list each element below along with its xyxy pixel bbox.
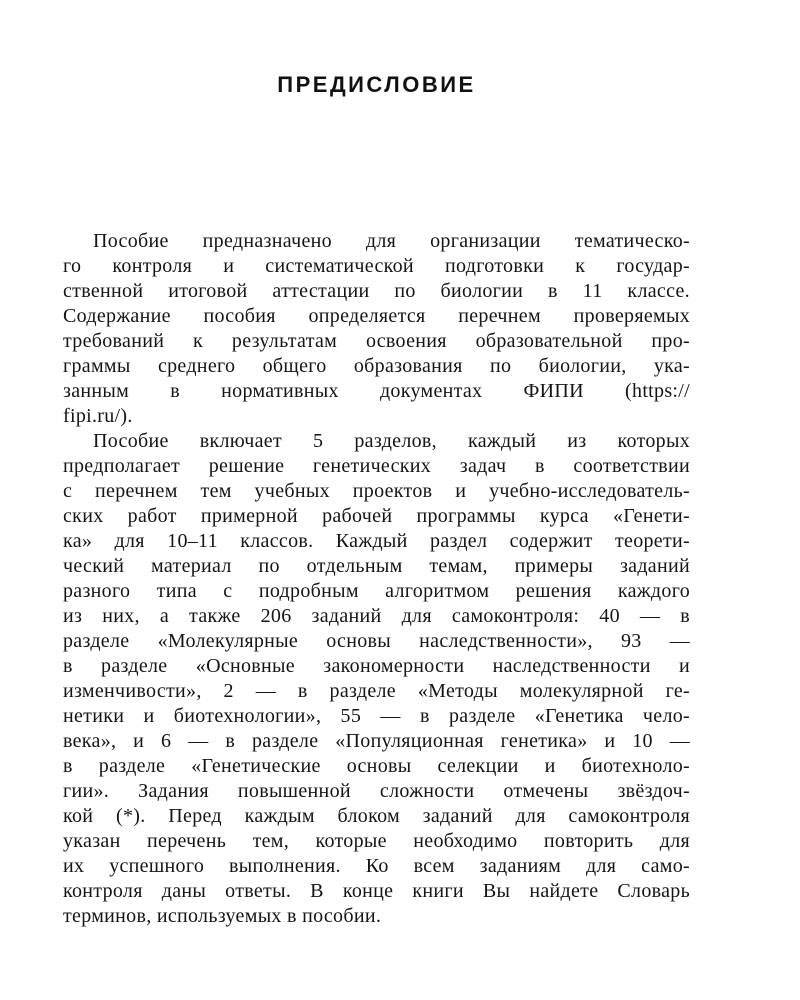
paragraph [63,429,690,929]
text-line: го контроля и систематической подготовки к государ- [63,255,690,277]
page-title: ПРЕДИСЛОВИЕ [277,72,476,97]
text-line: требований к результатам освоения образовательной про- [63,330,690,352]
text-line: контроля даны ответы. В конце книги Вы найдете Словарь [63,880,690,902]
text-line: их успешного выполнения. Ко всем заданиям для само- [63,855,690,877]
text-line: ских работ примерной рабочей программы курса «Генети- [63,505,690,527]
text-line: века», и 6 — в разделе «Популяционная генетика» и 10 — [63,730,690,752]
text-line: из них, а также 206 заданий для самоконтроля: 40 — в [63,605,690,627]
text-line: кой (*). Перед каждым блоком заданий для самоконтроля [63,805,690,827]
text-line: ческий материал по отдельным темам, примеры заданий [63,555,690,577]
text-line: Пособие предназначено для организации тематическо- [93,230,690,252]
page-body [63,229,690,929]
text-line: разделе «Молекулярные основы наследственности», 93 — [63,630,690,652]
text-line: указан перечень тем, которые необходимо повторить для [63,830,690,852]
text-line: Пособие включает 5 разделов, каждый из которых [93,430,690,452]
text-line: занным в нормативных документах ФИПИ (https:// [63,380,690,402]
text-line: предполагает решение генетических задач в соответствии [63,455,690,477]
text-line: изменчивости», 2 — в разделе «Методы молекулярной ге- [63,680,690,702]
text-line: с перечнем тем учебных проектов и учебно-исследователь- [63,480,690,502]
text-line: fipi.ru/). [63,405,133,427]
text-line: разного типа с подробным алгоритмом решения каждого [63,580,690,602]
text-line: ственной итоговой аттестации по биологии в 11 классе. [63,280,690,302]
text-line: граммы среднего общего образования по биологии, ука- [63,355,690,377]
text-line: ка» для 10–11 классов. Каждый раздел содержит теорети- [63,530,690,552]
text-line: гии». Задания повышенной сложности отмечены звёздоч- [63,780,690,802]
text-line: в разделе «Основные закономерности наследственности и [63,655,690,677]
text-line: терминов, используемых в пособии. [63,905,382,927]
text-line: нетики и биотехнологии», 55 — в разделе «Генетика чело- [63,705,690,727]
text-line: Содержание пособия определяется перечнем проверяемых [63,305,690,327]
paragraph [63,229,690,429]
text-line: в разделе «Генетические основы селекции и биотехноло- [63,755,690,777]
